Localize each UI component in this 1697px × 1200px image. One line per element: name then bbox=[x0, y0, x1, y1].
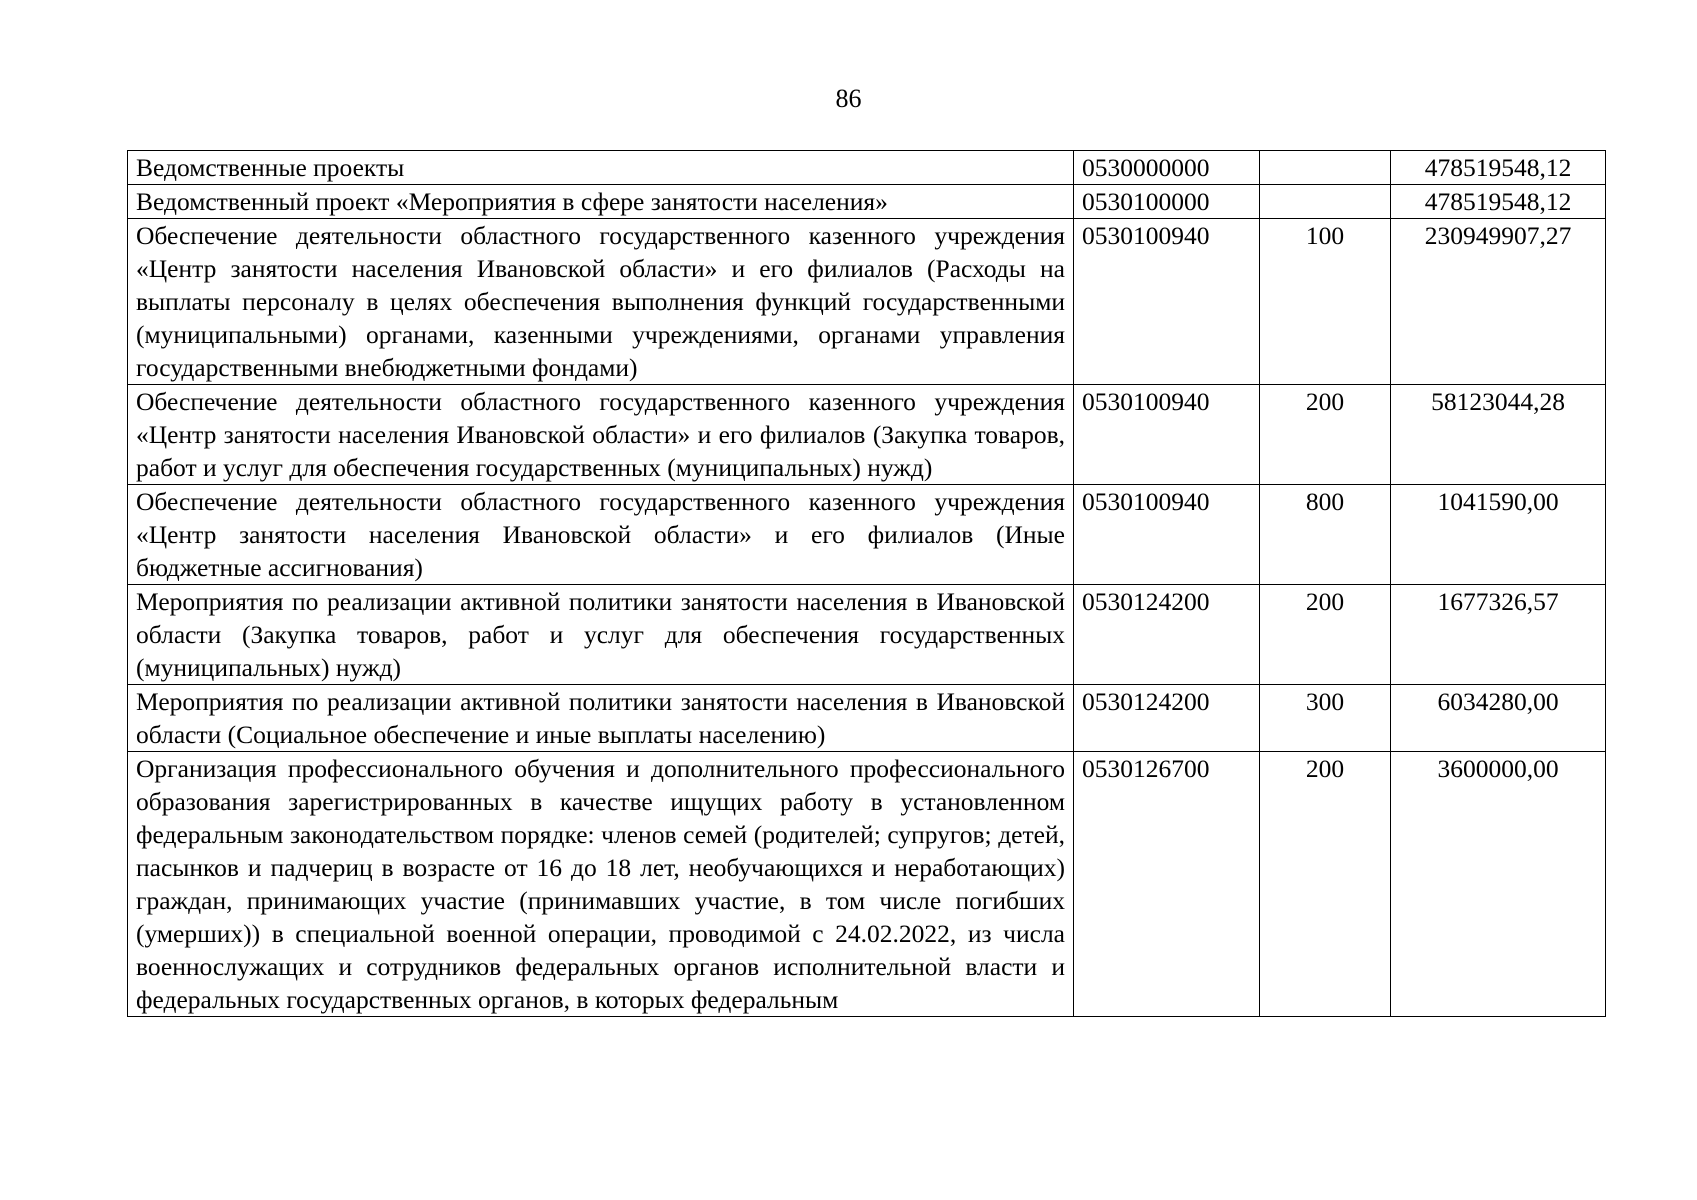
row-name: Мероприятия по реализации активной политики занятости населения в Ивановской области (Социальное обеспечение и иные выплаты населению) bbox=[128, 685, 1074, 752]
row-name: Мероприятия по реализации активной политики занятости населения в Ивановской области (Закупка товаров, работ и услуг для обеспечения государственных (муниципальных) нужд) bbox=[128, 585, 1074, 685]
row-code: 0530100000 bbox=[1074, 185, 1260, 219]
row-sum: 3600000,00 bbox=[1391, 752, 1606, 1017]
table-row bbox=[128, 151, 1606, 185]
budget-table bbox=[127, 150, 1606, 1017]
row-code: 0530100940 bbox=[1074, 219, 1260, 385]
row-name: Ведомственные проекты bbox=[128, 151, 1074, 185]
row-sum: 230949907,27 bbox=[1391, 219, 1606, 385]
row-code: 0530126700 bbox=[1074, 752, 1260, 1017]
table-row bbox=[128, 185, 1606, 219]
table-row bbox=[128, 385, 1606, 485]
row-sum: 6034280,00 bbox=[1391, 685, 1606, 752]
row-type: 200 bbox=[1260, 585, 1391, 685]
row-sum: 1041590,00 bbox=[1391, 485, 1606, 585]
row-name: Обеспечение деятельности областного государственного казенного учреждения «Центр занятости населения Ивановской области» и его филиалов (Расходы на выплаты персоналу в целях обеспечения выполнения функций государственными (муниципальными) органами, казенными учреждениями, органами управления государственными внебюджетными фондами) bbox=[128, 219, 1074, 385]
table-row bbox=[128, 685, 1606, 752]
table-row bbox=[128, 219, 1606, 385]
row-sum: 478519548,12 bbox=[1391, 185, 1606, 219]
table-row bbox=[128, 485, 1606, 585]
row-type bbox=[1260, 185, 1391, 219]
row-type: 300 bbox=[1260, 685, 1391, 752]
row-code: 0530124200 bbox=[1074, 685, 1260, 752]
row-sum: 478519548,12 bbox=[1391, 151, 1606, 185]
row-name: Ведомственный проект «Мероприятия в сфере занятости населения» bbox=[128, 185, 1074, 219]
row-type: 800 bbox=[1260, 485, 1391, 585]
row-type: 200 bbox=[1260, 385, 1391, 485]
row-type: 100 bbox=[1260, 219, 1391, 385]
row-type: 200 bbox=[1260, 752, 1391, 1017]
row-code: 0530124200 bbox=[1074, 585, 1260, 685]
page-number: 86 bbox=[835, 84, 862, 113]
row-sum: 58123044,28 bbox=[1391, 385, 1606, 485]
table-row bbox=[128, 752, 1606, 1017]
row-name: Обеспечение деятельности областного государственного казенного учреждения «Центр занятости населения Ивановской области» и его филиалов (Закупка товаров, работ и услуг для обеспечения государственных (муниципальных) нужд) bbox=[128, 385, 1074, 485]
row-sum: 1677326,57 bbox=[1391, 585, 1606, 685]
row-type bbox=[1260, 151, 1391, 185]
row-code: 0530100940 bbox=[1074, 385, 1260, 485]
row-code: 0530000000 bbox=[1074, 151, 1260, 185]
table-row bbox=[128, 585, 1606, 685]
row-name: Организация профессионального обучения и дополнительного профессионального образования зарегистрированных в качестве ищущих работу в установленном федеральным законодательством порядке: членов семей (родителей; супругов; детей, пасынков и падчериц в возрасте от 16 до 18 лет, необучающихся и неработающих) граждан, принимающих участие (принимавших участие, в том числе погибших (умерших)) в специальной военной операции, проводимой с 24.02.2022, из числа военнослужащих и сотрудников федеральных органов исполнительной власти и федеральных государственных органов, в которых федеральным bbox=[128, 752, 1074, 1017]
row-name: Обеспечение деятельности областного государственного казенного учреждения «Центр занятости населения Ивановской области» и его филиалов (Иные бюджетные ассигнования) bbox=[128, 485, 1074, 585]
row-code: 0530100940 bbox=[1074, 485, 1260, 585]
